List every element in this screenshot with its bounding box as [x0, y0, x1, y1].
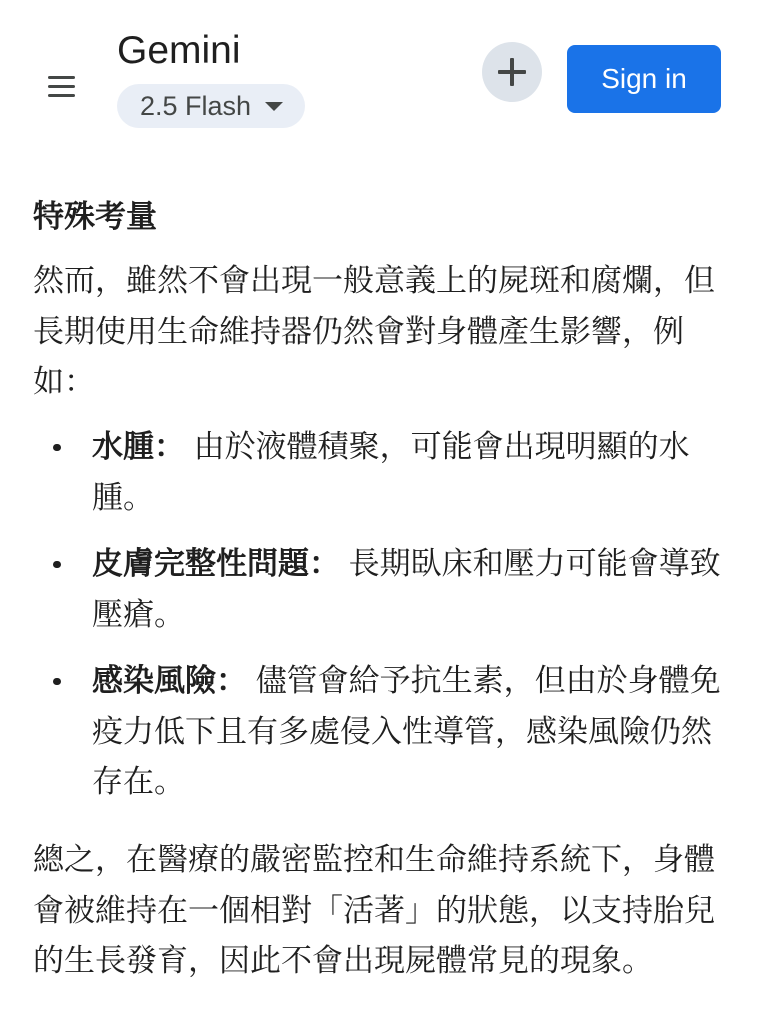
menu-icon	[48, 76, 75, 97]
list-item	[33, 422, 733, 523]
list-item	[33, 656, 733, 808]
model-selector-label: 2.5 Flash	[140, 91, 252, 121]
bullet-dot	[53, 561, 61, 569]
points-list	[33, 422, 733, 808]
sign-in-button[interactable]: Sign in	[567, 45, 721, 113]
new-chat-button[interactable]	[482, 42, 542, 102]
menu-icon-bar	[48, 76, 75, 79]
model-selector[interactable]	[117, 84, 305, 128]
list-item	[33, 539, 733, 640]
menu-icon-bar	[48, 94, 75, 97]
response-intro: 然而，雖然不會出現一般意義上的屍斑和腐爛，但長期使用生命維持器仍然會對身體產生影響，例如：	[33, 263, 715, 399]
point-term: 感染風險：	[92, 663, 247, 698]
bullet-dot	[53, 678, 61, 686]
response-content	[33, 192, 733, 987]
bullet-dot	[53, 444, 61, 452]
menu-button[interactable]	[38, 62, 85, 109]
response-heading: 特殊考量	[33, 198, 157, 234]
point-description: 由於液體積聚，可能會出現明顯的水腫。	[92, 429, 690, 515]
app-header	[0, 0, 760, 150]
response-conclusion: 總之，在醫療的嚴密監控和生命維持系統下，身體會被維持在一個相對「活著」的狀態，以支持胎兒的生長發育，因此不會出現屍體常見的現象。	[33, 842, 715, 978]
point-description: 儘管會給予抗生素，但由於身體免疫力低下且有多處侵入性導管，感染風險仍然存在。	[92, 663, 721, 799]
plus-icon-bar	[510, 58, 514, 86]
app-title: Gemini	[117, 29, 241, 72]
plus-icon	[498, 58, 526, 86]
point-term: 水腫：	[92, 429, 185, 464]
arrow-drop-down-icon	[265, 102, 283, 111]
menu-icon-bar	[48, 85, 75, 88]
point-term: 皮膚完整性問題：	[92, 546, 340, 581]
point-description: 長期臥床和壓力可能會導致壓瘡。	[92, 546, 721, 632]
